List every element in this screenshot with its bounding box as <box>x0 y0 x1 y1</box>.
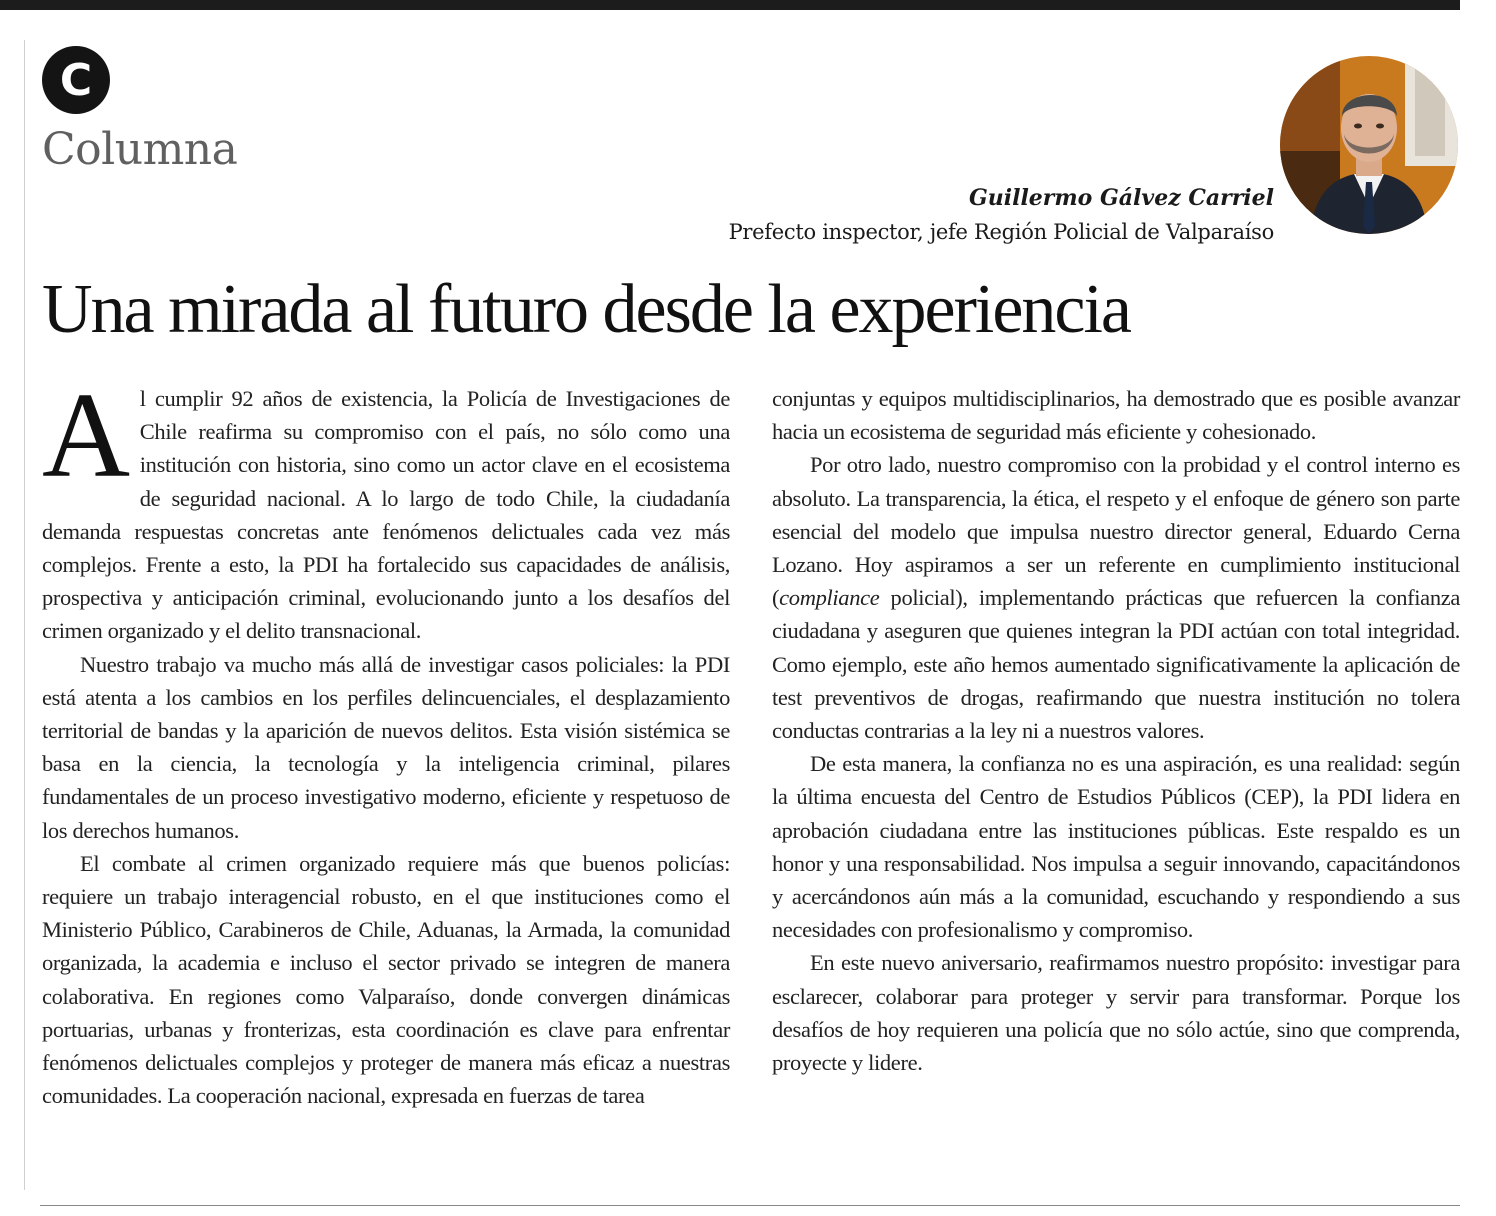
article-paragraph <box>42 368 730 648</box>
article-paragraph <box>772 448 1460 747</box>
italic-term: compliance <box>779 585 880 611</box>
paragraph-text: policial), implementando prácticas que refuercen la confianza ciudadana y aseguren que quienes integran la PDI actúan con total integridad. Como ejemplo, este año hemos aumentado significativamente la aplicación de test preventivos de drogas, reafirmando que nuestra institución no tolera conductas contrarias a la ley ni a nuestros valores. <box>772 585 1460 744</box>
headline: Una mirada al futuro desde la experiencia <box>42 271 1131 348</box>
top-rule <box>0 0 1460 10</box>
drop-cap: A <box>42 368 130 503</box>
paragraph-text: Por otro lado, nuestro compromiso con la probidad y el control interno es absoluto. La transparencia, la ética, el respeto y el enfoque de género son parte esencial del modelo que impulsa nuestro director general, Eduardo Cerna Lozano. Hoy aspiramos a ser un referente en cumplimiento institucional ( <box>772 452 1460 611</box>
article-column-left <box>42 368 730 1112</box>
column-badge <box>42 46 110 114</box>
left-margin-rule <box>24 40 25 1190</box>
bottom-rule <box>40 1205 1460 1206</box>
article-paragraph: De esta manera, la confianza no es una aspiración, es una realidad: según la última encuesta del Centro de Estudios Públicos (CEP), la PDI lidera en aprobación ciudadana entre las instituciones públicas. Este respaldo es un honor y una responsabilidad. Nos impulsa a seguir innovando, capacitándonos y acercándonos aún más a la comunidad, escuchando y respondiendo a sus necesidades con profesionalismo y compromiso. <box>772 751 1460 943</box>
author-name: Guillermo Gálvez Carriel <box>968 185 1274 211</box>
article-column-right <box>772 382 1460 1079</box>
article-paragraph: El combate al crimen organizado requiere más que buenos policías: requiere un trabajo interagencial robusto, en el que instituciones como el Ministerio Público, Carabineros de Chile, Aduanas, la Armada, la comunidad organizada, la academia e incluso el sector privado se integren de manera colaborativa. En regiones como Valparaíso, donde convergen dinámicas portuarias, urbanas y fronterizas, esta coordinación es clave para enfrentar fenómenos delictuales complejos y proteger de manera más eficaz a nuestras comunidades. La cooperación nacional, expresada en fuerzas de tarea <box>42 850 730 1109</box>
article-paragraph: En este nuevo aniversario, reafirmamos nuestro propósito: investigar para esclarecer, colaborar para proteger y servir para transformar. Porque los desafíos de hoy requieren una policía que no sólo actúe, sino que comprenda, proyecte y lidere. <box>772 950 1460 1076</box>
article-paragraph: Nuestro trabajo va mucho más allá de investigar casos policiales: la PDI está atenta a los cambios en los perfiles delincuenciales, el desplazamiento territorial de bandas y la aparición de nuevos delitos. Esta visión sistémica se basa en la ciencia, la tecnología y la inteligencia criminal, pilares fundamentales de un proceso investigativo moderno, eficiente y respetuoso de los derechos humanos. <box>42 651 730 843</box>
author-role: Prefecto inspector, jefe Región Policial de Valparaíso <box>728 220 1274 244</box>
paragraph-text: l cumplir 92 años de existencia, la Policía de Investigaciones de Chile reafirma su compromiso con el país, no sólo como una institución con historia, sino como un actor clave en el ecosistema de seguridad nacional. A lo largo de todo Chile, la ciudadanía demanda respuestas concretas ante fenómenos delictuales cada vez más complejos. Frente a esto, la PDI ha fortalecido sus capacidades de análisis, prospectiva y anticipación criminal, evolucionando junto a los desafíos del crimen organizado y el delito transnacional. <box>42 386 730 644</box>
badge-letter: C <box>59 54 93 106</box>
section-label: Columna <box>42 124 238 175</box>
author-portrait <box>1280 56 1458 234</box>
article-paragraph-continued: conjuntas y equipos multidisciplinarios, ha demostrado que es posible avanzar hacia un ecosistema de seguridad más eficiente y cohesionado. <box>772 386 1460 445</box>
